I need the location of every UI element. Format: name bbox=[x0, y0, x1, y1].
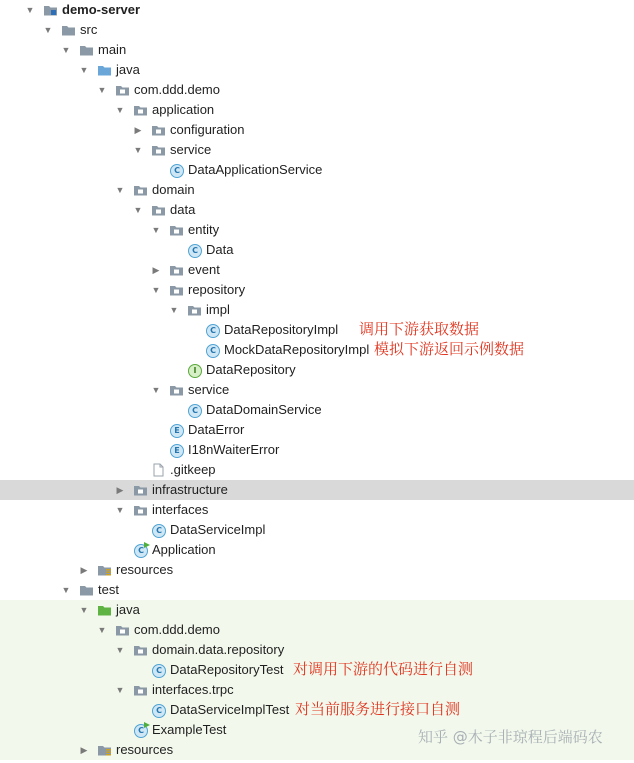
expand-arrow-down-icon[interactable]: ▼ bbox=[151, 285, 161, 295]
tree-node[interactable] bbox=[0, 460, 634, 480]
folder-icon bbox=[79, 583, 94, 597]
expand-arrow-down-icon[interactable]: ▼ bbox=[169, 305, 179, 315]
tree-node-label: infrastructure bbox=[152, 482, 228, 497]
tree-node-label: Application bbox=[152, 542, 216, 557]
tree-node[interactable] bbox=[0, 100, 634, 120]
expand-arrow-down-icon[interactable]: ▼ bbox=[133, 205, 143, 215]
tree-node-label: application bbox=[152, 102, 215, 117]
resources-folder-icon bbox=[97, 563, 112, 577]
tree-node[interactable] bbox=[0, 280, 634, 300]
expand-arrow-right-icon[interactable]: ▶ bbox=[80, 745, 88, 755]
annotation-note: 对当前服务进行接口自测 bbox=[295, 700, 461, 718]
tree-node-label: DataDomainService bbox=[206, 402, 322, 417]
tree-node-label: resources bbox=[116, 742, 174, 757]
expand-arrow-right-icon[interactable]: ▶ bbox=[116, 485, 124, 495]
class-icon: C bbox=[188, 404, 202, 418]
tree-node-label: DataServiceImpl bbox=[170, 522, 266, 537]
tree-node-label: Data bbox=[206, 242, 234, 257]
tree-node[interactable] bbox=[0, 380, 634, 400]
expand-arrow-right-icon[interactable]: ▶ bbox=[152, 265, 160, 275]
tree-node[interactable] bbox=[0, 700, 634, 720]
tree-node[interactable] bbox=[0, 120, 634, 140]
tree-node[interactable] bbox=[0, 360, 634, 380]
package-icon bbox=[133, 103, 148, 117]
tree-node[interactable] bbox=[0, 440, 634, 460]
tree-node-label: interfaces.trpc bbox=[152, 682, 234, 697]
class-icon: C bbox=[152, 664, 166, 678]
class-icon: C bbox=[170, 164, 184, 178]
tree-node-label: main bbox=[98, 42, 127, 57]
tree-node[interactable] bbox=[0, 420, 634, 440]
expand-arrow-down-icon[interactable]: ▼ bbox=[115, 685, 125, 695]
tree-node-label: data bbox=[170, 202, 196, 217]
app-class-icon: C bbox=[134, 724, 148, 738]
tree-node-label: DataRepositoryImpl bbox=[224, 322, 339, 337]
folder-icon bbox=[79, 43, 94, 57]
tree-node[interactable] bbox=[0, 640, 634, 660]
tree-node-label: DataApplicationService bbox=[188, 162, 323, 177]
tree-node[interactable] bbox=[0, 540, 634, 560]
tree-node-label: event bbox=[188, 262, 220, 277]
package-icon bbox=[133, 643, 148, 657]
enum-icon: E bbox=[170, 424, 184, 438]
annotation-note: 模拟下游返回示例数据 bbox=[374, 340, 525, 358]
tree-node-label: entity bbox=[188, 222, 220, 237]
expand-arrow-down-icon[interactable]: ▼ bbox=[97, 85, 107, 95]
tree-node[interactable] bbox=[0, 180, 634, 200]
tree-node[interactable] bbox=[0, 260, 634, 280]
expand-arrow-down-icon[interactable]: ▼ bbox=[115, 185, 125, 195]
tree-node[interactable] bbox=[0, 400, 634, 420]
tree-node[interactable] bbox=[0, 240, 634, 260]
tree-node-label: I18nWaiterError bbox=[188, 442, 280, 457]
package-icon bbox=[133, 503, 148, 517]
tree-node[interactable] bbox=[0, 620, 634, 640]
tree-node[interactable] bbox=[0, 320, 634, 340]
class-icon: C bbox=[152, 704, 166, 718]
expand-arrow-down-icon[interactable]: ▼ bbox=[115, 645, 125, 655]
package-icon bbox=[115, 623, 130, 637]
folder-icon bbox=[61, 23, 76, 37]
tree-node[interactable] bbox=[0, 140, 634, 160]
test-folder-icon bbox=[97, 603, 112, 617]
tree-node-label: ExampleTest bbox=[152, 722, 227, 737]
package-icon bbox=[169, 263, 184, 277]
enum-icon: E bbox=[170, 444, 184, 458]
package-icon bbox=[187, 303, 202, 317]
tree-node-label: DataServiceImplTest bbox=[170, 702, 290, 717]
tree-node-label: DataRepositoryTest bbox=[170, 662, 284, 677]
tree-node-label: resources bbox=[116, 562, 174, 577]
expand-arrow-down-icon[interactable]: ▼ bbox=[151, 385, 161, 395]
package-icon bbox=[169, 223, 184, 237]
tree-node[interactable] bbox=[0, 20, 634, 40]
tree-node-label: java bbox=[116, 62, 140, 77]
tree-node[interactable] bbox=[0, 40, 634, 60]
tree-node-label: domain.data.repository bbox=[152, 642, 285, 657]
tree-node-label: com.ddd.demo bbox=[134, 622, 220, 637]
tree-node[interactable] bbox=[0, 160, 634, 180]
run-flag-icon bbox=[144, 542, 150, 548]
class-icon: C bbox=[152, 524, 166, 538]
source-folder-icon bbox=[97, 63, 112, 77]
expand-arrow-down-icon[interactable]: ▼ bbox=[79, 605, 89, 615]
tree-node-label: service bbox=[170, 142, 212, 157]
tree-node[interactable] bbox=[0, 200, 634, 220]
module-folder-icon bbox=[43, 3, 58, 17]
class-icon: C bbox=[188, 244, 202, 258]
tree-node-label: impl bbox=[206, 302, 230, 317]
expand-arrow-down-icon[interactable]: ▼ bbox=[115, 505, 125, 515]
package-icon bbox=[169, 283, 184, 297]
expand-arrow-down-icon[interactable]: ▼ bbox=[151, 225, 161, 235]
tree-node[interactable] bbox=[0, 480, 634, 500]
tree-node-label: service bbox=[188, 382, 230, 397]
package-icon bbox=[133, 683, 148, 697]
expand-arrow-down-icon[interactable]: ▼ bbox=[43, 25, 53, 35]
expand-arrow-down-icon[interactable]: ▼ bbox=[79, 65, 89, 75]
package-icon bbox=[133, 483, 148, 497]
tree-node-label: domain bbox=[152, 182, 195, 197]
expand-arrow-down-icon[interactable]: ▼ bbox=[25, 5, 35, 15]
expand-arrow-down-icon[interactable]: ▼ bbox=[61, 585, 71, 595]
package-icon bbox=[169, 383, 184, 397]
package-icon bbox=[115, 83, 130, 97]
tree-node[interactable] bbox=[0, 80, 634, 100]
tree-node[interactable] bbox=[0, 600, 634, 620]
run-flag-icon bbox=[144, 722, 150, 728]
tree-node[interactable] bbox=[0, 300, 634, 320]
expand-arrow-down-icon[interactable]: ▼ bbox=[133, 145, 143, 155]
resources-folder-icon bbox=[97, 743, 112, 757]
tree-node[interactable] bbox=[0, 560, 634, 580]
tree-node-label: src bbox=[80, 22, 98, 37]
tree-node[interactable] bbox=[0, 660, 634, 680]
tree-node-label: com.ddd.demo bbox=[134, 82, 220, 97]
expand-arrow-down-icon[interactable]: ▼ bbox=[115, 105, 125, 115]
tree-node[interactable] bbox=[0, 500, 634, 520]
tree-node[interactable] bbox=[0, 680, 634, 700]
annotation-note: 调用下游获取数据 bbox=[359, 320, 480, 338]
tree-node[interactable] bbox=[0, 60, 634, 80]
tree-node-label: demo-server bbox=[62, 2, 141, 17]
package-icon bbox=[151, 143, 166, 157]
annotation-note: 对调用下游的代码进行自测 bbox=[293, 660, 474, 678]
package-icon bbox=[133, 183, 148, 197]
expand-arrow-right-icon[interactable]: ▶ bbox=[80, 565, 88, 575]
expand-arrow-right-icon[interactable]: ▶ bbox=[134, 125, 142, 135]
file-icon bbox=[151, 463, 166, 477]
tree-node[interactable] bbox=[0, 520, 634, 540]
tree-node-label: DataRepository bbox=[206, 362, 296, 377]
tree-node-label: .gitkeep bbox=[170, 462, 216, 477]
app-class-icon: C bbox=[134, 544, 148, 558]
tree-node[interactable] bbox=[0, 0, 634, 20]
package-icon bbox=[151, 203, 166, 217]
expand-arrow-down-icon[interactable]: ▼ bbox=[97, 625, 107, 635]
tree-node[interactable] bbox=[0, 220, 634, 240]
tree-node-label: java bbox=[116, 602, 140, 617]
watermark: 知乎 @木子非琼程后端码农 bbox=[418, 728, 603, 746]
class-icon: C bbox=[206, 344, 220, 358]
tree-node-label: MockDataRepositoryImpl bbox=[224, 342, 370, 357]
package-icon bbox=[151, 123, 166, 137]
expand-arrow-down-icon[interactable]: ▼ bbox=[61, 45, 71, 55]
tree-node-label: repository bbox=[188, 282, 246, 297]
class-icon: C bbox=[206, 324, 220, 338]
tree-node-label: DataError bbox=[188, 422, 245, 437]
tree-node[interactable] bbox=[0, 580, 634, 600]
tree-node[interactable] bbox=[0, 340, 634, 360]
tree-node-label: interfaces bbox=[152, 502, 209, 517]
tree-node-label: test bbox=[98, 582, 119, 597]
interface-icon: I bbox=[188, 364, 202, 378]
tree-node-label: configuration bbox=[170, 122, 245, 137]
